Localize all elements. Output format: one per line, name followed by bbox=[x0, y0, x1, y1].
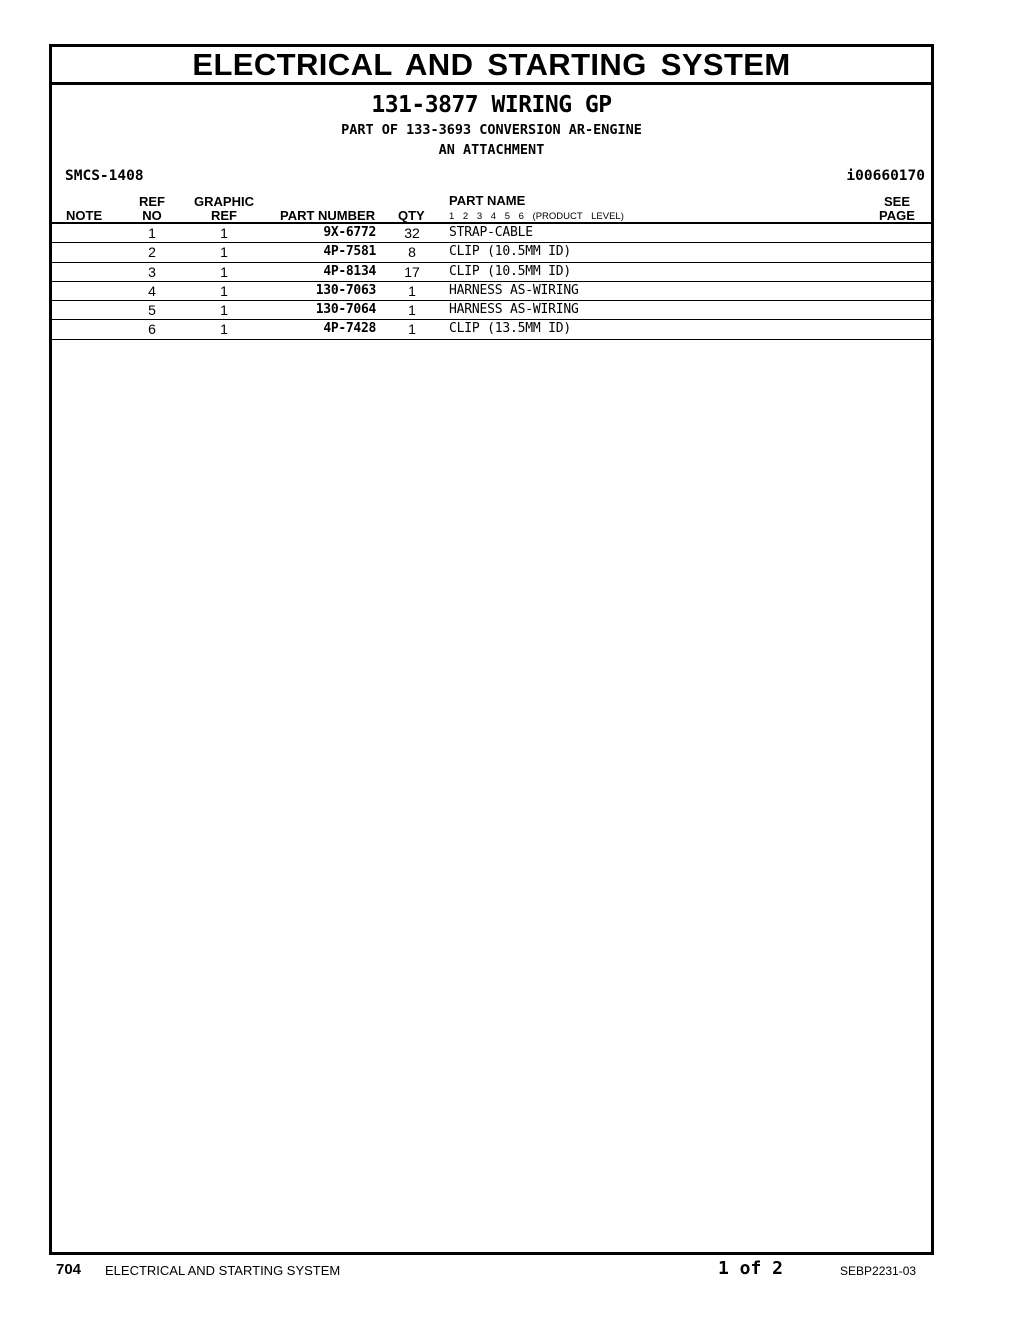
column-header-ref-bottom: NO bbox=[142, 208, 162, 223]
ref-number: 4 bbox=[148, 282, 156, 299]
quantity: 1 bbox=[408, 282, 416, 299]
part-number: 9X-6772 bbox=[323, 225, 376, 240]
column-header-note: NOTE bbox=[66, 208, 103, 223]
graphic-ref: 1 bbox=[220, 263, 228, 280]
graphic-ref: 1 bbox=[220, 321, 228, 338]
quantity: 17 bbox=[404, 263, 420, 280]
part-of-line: PART OF 133-3693 CONVERSION AR-ENGINE bbox=[341, 122, 642, 138]
title-bar bbox=[52, 47, 931, 85]
part-name: HARNESS AS-WIRING bbox=[449, 302, 579, 318]
graphic-ref: 1 bbox=[220, 225, 228, 241]
footer-section-name: ELECTRICAL AND STARTING SYSTEM bbox=[105, 1263, 341, 1278]
part-number: 4P-7428 bbox=[323, 321, 376, 337]
part-number: 130-7063 bbox=[315, 282, 376, 298]
column-header-see-top: SEE bbox=[883, 194, 910, 209]
column-header-graphic-bottom: REF bbox=[211, 208, 237, 223]
table-row bbox=[52, 224, 931, 243]
ref-number: 1 bbox=[148, 225, 156, 241]
table-row bbox=[52, 243, 931, 262]
quantity: 32 bbox=[404, 225, 420, 241]
group-title: 131-3877 WIRING GP bbox=[371, 92, 612, 118]
column-header-see-bottom: PAGE bbox=[879, 208, 915, 223]
part-number: 4P-8134 bbox=[323, 263, 376, 279]
attachment-line: AN ATTACHMENT bbox=[438, 142, 545, 158]
ref-number: 2 bbox=[148, 244, 156, 261]
smcs-code: SMCS-1408 bbox=[65, 168, 144, 184]
column-header-qty: QTY bbox=[398, 208, 425, 223]
part-name: STRAP-CABLE bbox=[449, 225, 533, 240]
graphic-ref: 1 bbox=[220, 302, 228, 319]
ref-number: 5 bbox=[148, 302, 156, 319]
product-level-legend: 1 2 3 4 5 6 (PRODUCT LEVEL) bbox=[449, 211, 624, 222]
part-number: 4P-7581 bbox=[323, 244, 376, 260]
table-row bbox=[52, 263, 931, 282]
column-header-part-number: PART NUMBER bbox=[280, 208, 376, 223]
part-name: HARNESS AS-WIRING bbox=[449, 282, 579, 298]
part-number: 130-7064 bbox=[315, 302, 376, 318]
page-title: ELECTRICAL AND STARTING SYSTEM bbox=[192, 47, 791, 82]
quantity: 8 bbox=[408, 244, 416, 261]
table-row bbox=[52, 282, 931, 301]
table-row bbox=[52, 320, 931, 339]
footer-page-of: 1 of 2 bbox=[718, 1258, 784, 1279]
ref-number: 6 bbox=[148, 321, 156, 338]
footer-document-number: SEBP2231-03 bbox=[840, 1264, 917, 1278]
parts-page-frame bbox=[49, 44, 934, 1255]
column-header-graphic-top: GRAPHIC bbox=[194, 194, 254, 209]
parts-table-body bbox=[52, 224, 931, 340]
ref-number: 3 bbox=[148, 263, 156, 280]
graphic-ref: 1 bbox=[220, 282, 228, 299]
column-header-ref-top: REF bbox=[139, 194, 165, 209]
quantity: 1 bbox=[408, 302, 416, 319]
graphic-ref: 1 bbox=[220, 244, 228, 261]
table-row bbox=[52, 301, 931, 320]
part-name: CLIP (10.5MM ID) bbox=[449, 244, 572, 260]
column-header-part-name: PART NAME bbox=[449, 193, 526, 208]
part-name: CLIP (13.5MM ID) bbox=[449, 321, 572, 337]
quantity: 1 bbox=[408, 321, 416, 338]
illustration-id: i00660170 bbox=[846, 168, 925, 184]
footer-page-number: 704 bbox=[56, 1261, 82, 1278]
part-name: CLIP (10.5MM ID) bbox=[449, 263, 572, 279]
